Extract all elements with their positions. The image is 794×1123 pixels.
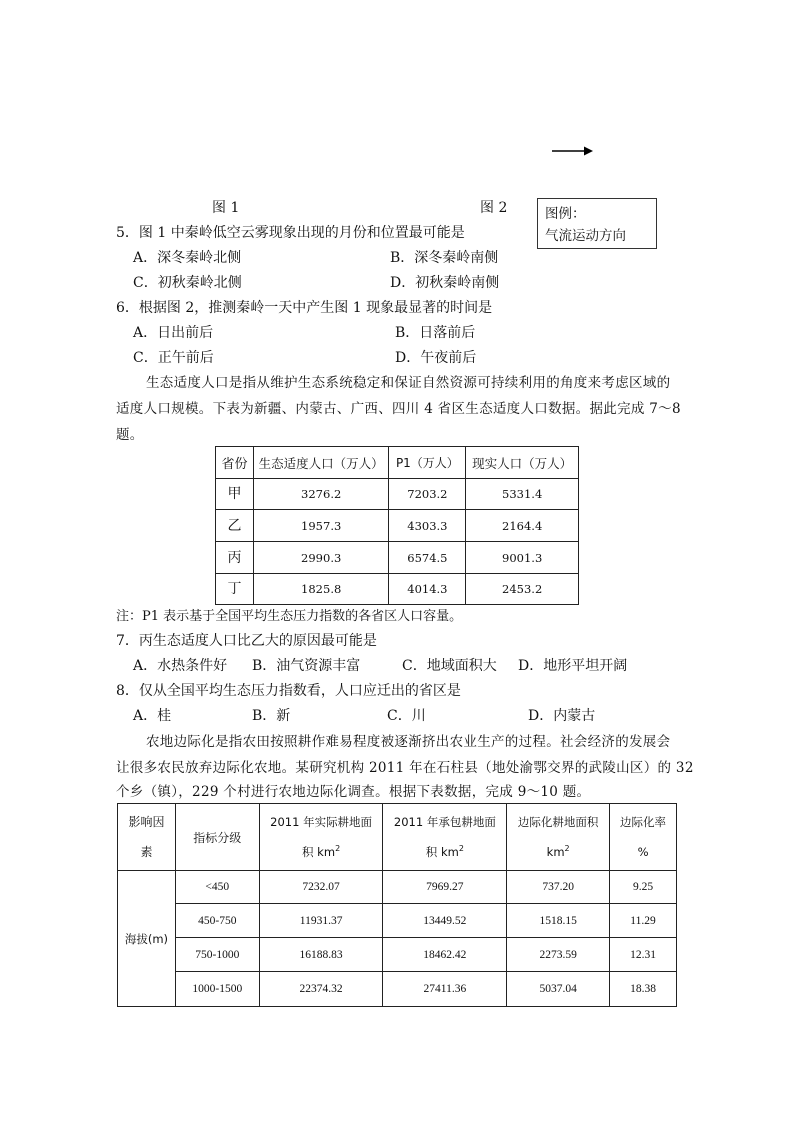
province-cell: 丁 <box>216 574 254 605</box>
col-header-marginal-area-line2: km <box>546 845 565 859</box>
table-row <box>118 972 677 1007</box>
passage2-line2: 让很多农民放弃边际化农地。某研究机构 2011 年在石柱县（地处渝鄂交界的武陵山区）的 32 <box>116 760 694 776</box>
value-cell: 11931.37 <box>259 904 383 938</box>
q6-option-c: C．正午前后 <box>133 350 214 366</box>
col-header-marginal-area-line1: 边际化耕地面积 <box>517 815 599 829</box>
col-header-eco-pop: 生态适度人口（万人） <box>253 447 389 479</box>
col-header-province: 省份 <box>216 447 254 479</box>
q5-option-d: D．初秋秦岭南侧 <box>390 275 500 291</box>
col-header-factor <box>118 804 176 871</box>
passage1-line3: 题。 <box>116 427 144 443</box>
q7-option-d: D．地形平坦开阔 <box>518 658 628 674</box>
value-cell: 4014.3 <box>389 574 466 605</box>
table-row <box>216 479 579 510</box>
q8-option-d: D．内蒙古 <box>528 708 596 724</box>
value-cell: 3276.2 <box>253 479 389 510</box>
q7-option-c: C．地域面积大 <box>402 658 497 674</box>
col-header-actual-area-line1: 2011 年实际耕地面 <box>270 815 373 829</box>
value-cell: 18462.42 <box>383 938 507 972</box>
col-header-marginal-area <box>507 804 610 871</box>
value-cell: 2453.2 <box>466 574 579 605</box>
province-cell: 乙 <box>216 510 254 542</box>
value-cell: 7203.2 <box>389 479 466 510</box>
col-header-p1: P1（万人） <box>389 447 466 479</box>
value-cell: 6574.5 <box>389 542 466 574</box>
passage2-line3: 个乡（镇），229 个村进行农地边际化调查。根据下表数据，完成 9～10 题。 <box>116 784 591 800</box>
passage1-line1: 生态适度人口是指从维护生态系统稳定和保证自然资源可持续利用的角度来考虑区域的 <box>146 375 671 391</box>
col-header-marginal-rate-line1: 边际化率 <box>620 815 667 829</box>
value-cell: 11.29 <box>610 904 677 938</box>
table-row <box>118 938 677 972</box>
table2-header-row <box>118 804 677 871</box>
province-cell: 丙 <box>216 542 254 574</box>
province-cell: 甲 <box>216 479 254 510</box>
grade-cell: 1000-1500 <box>175 972 259 1007</box>
legend-item: 气流运动方向 <box>545 228 626 244</box>
table-row <box>118 904 677 938</box>
col-header-actual-area-line2: 积 km <box>302 845 336 859</box>
value-cell: 13449.52 <box>383 904 507 938</box>
value-cell: 1957.3 <box>253 510 389 542</box>
factor-cell-altitude: 海拔(m) <box>118 871 176 1007</box>
col-header-grade: 指标分级 <box>175 804 259 871</box>
table1-note: 注：P1 表示基于全国平均生态压力指数的各省区人口容量。 <box>116 609 463 624</box>
value-cell: 5037.04 <box>507 972 610 1007</box>
q8-option-b: B．新 <box>252 708 291 724</box>
marginalization-table <box>117 803 677 1007</box>
value-cell: 12.31 <box>610 938 677 972</box>
value-cell: 2990.3 <box>253 542 389 574</box>
table-row <box>118 871 677 904</box>
col-header-factor-line2: 素 <box>140 845 153 859</box>
col-header-contract-area-line2: 积 km <box>425 845 459 859</box>
figure-1-label: 图 1 <box>212 200 240 216</box>
q6-option-d: D．午夜前后 <box>395 350 477 366</box>
value-cell: 7232.07 <box>259 871 383 904</box>
legend-title: 图例： <box>545 206 586 222</box>
legend-box <box>537 198 657 249</box>
value-cell: 1518.15 <box>507 904 610 938</box>
superscript-2: 2 <box>335 844 341 854</box>
col-header-actual-area <box>259 804 383 871</box>
value-cell: 27411.36 <box>383 972 507 1007</box>
grade-cell: 450-750 <box>175 904 259 938</box>
col-header-contract-area <box>383 804 507 871</box>
q8-stem: 8．仅从全国平均生态压力指数看，人口应迁出的省区是 <box>116 683 461 699</box>
value-cell: 9.25 <box>610 871 677 904</box>
population-table <box>215 446 579 605</box>
value-cell: 9001.3 <box>466 542 579 574</box>
value-cell: 4303.3 <box>389 510 466 542</box>
superscript-2: 2 <box>564 844 570 854</box>
value-cell: 16188.83 <box>259 938 383 972</box>
q6-option-b: B．日落前后 <box>395 325 476 341</box>
q6-stem: 6．根据图 2，推测秦岭一天中产生图 1 现象最显著的时间是 <box>116 300 493 316</box>
col-header-marginal-rate-line2: % <box>637 845 649 859</box>
q8-option-c: C．川 <box>387 708 426 724</box>
value-cell: 737.20 <box>507 871 610 904</box>
arrow-right-icon <box>551 143 595 159</box>
value-cell: 2273.59 <box>507 938 610 972</box>
value-cell: 22374.32 <box>259 972 383 1007</box>
col-header-marginal-rate <box>610 804 677 871</box>
passage1-line2: 适度人口规模。下表为新疆、内蒙古、广西、四川 4 省区生态适度人口数据。据此完成 7～8 <box>116 401 681 417</box>
value-cell: 18.38 <box>610 972 677 1007</box>
passage2-line1: 农地边际化是指农田按照耕作难易程度被逐渐挤出农业生产的过程。社会经济的发展会 <box>146 734 671 750</box>
q7-stem: 7．丙生态适度人口比乙大的原因最可能是 <box>116 633 377 649</box>
value-cell: 2164.4 <box>466 510 579 542</box>
q6-option-a: A．日出前后 <box>133 325 214 341</box>
q8-option-a: A．桂 <box>133 708 172 724</box>
col-header-real-pop: 现实人口（万人） <box>466 447 579 479</box>
figure-2-label: 图 2 <box>480 200 508 216</box>
col-header-factor-line1: 影响因 <box>128 815 165 829</box>
table-header-row <box>216 447 579 479</box>
value-cell: 5331.4 <box>466 479 579 510</box>
superscript-2: 2 <box>458 844 464 854</box>
q5-option-c: C．初秋秦岭北侧 <box>133 275 242 291</box>
grade-cell: 750-1000 <box>175 938 259 972</box>
q5-option-b: B．深冬秦岭南侧 <box>390 250 499 266</box>
value-cell: 1825.8 <box>253 574 389 605</box>
table-row <box>216 510 579 542</box>
table-row <box>216 542 579 574</box>
q5-option-a: A．深冬秦岭北侧 <box>133 250 242 266</box>
q7-option-a: A．水热条件好 <box>133 658 228 674</box>
value-cell: 7969.27 <box>383 871 507 904</box>
grade-cell: <450 <box>175 871 259 904</box>
col-header-contract-area-line1: 2011 年承包耕地面 <box>393 815 496 829</box>
q5-stem: 5．图 1 中秦岭低空云雾现象出现的月份和位置最可能是 <box>116 225 465 241</box>
table-row <box>216 574 579 605</box>
q7-option-b: B．油气资源丰富 <box>252 658 361 674</box>
